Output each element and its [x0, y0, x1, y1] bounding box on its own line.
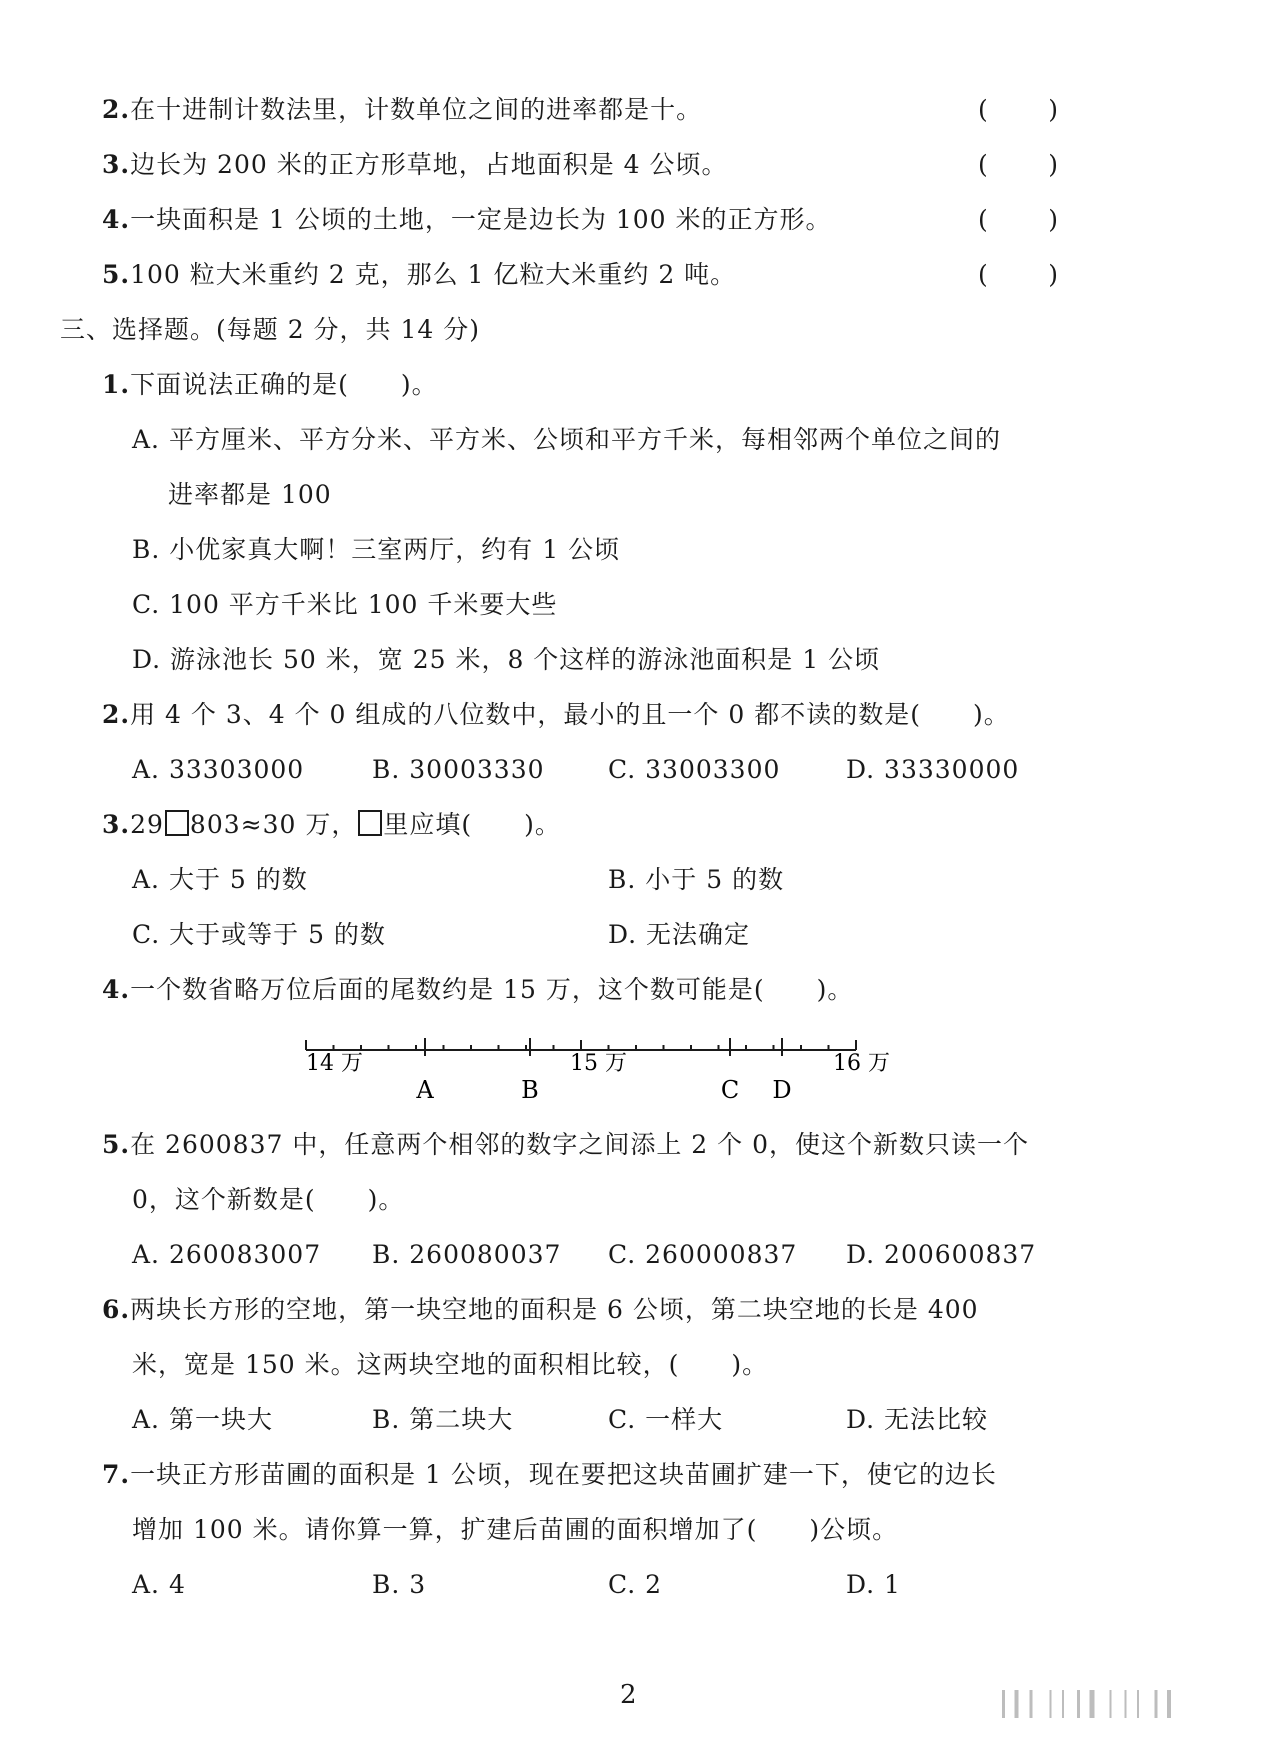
barcode-mark: [1002, 1690, 1252, 1718]
choice-question-7: 7.一块正方形苗圃的面积是 1 公顷，现在要把这块苗圃扩建一下，使它的边长: [102, 1460, 997, 1489]
option-b: B. 小优家真大啊！三室两厅，约有 1 公顷: [132, 535, 621, 564]
option-d: D. 无法比较: [846, 1405, 989, 1434]
judge-question-5: [102, 258, 736, 292]
barcode-bar: [1077, 1690, 1080, 1718]
question-number: 4.: [102, 205, 131, 234]
option-b: B. 3: [372, 1570, 427, 1599]
option-d: D. 游泳池长 50 米，宽 25 米，8 个这样的游泳池面积是 1 公顷: [132, 645, 881, 674]
question-number: 7.: [102, 1460, 131, 1489]
judge-question-2: [102, 93, 702, 127]
choice-question-6: 6.两块长方形的空地，第一块空地的面积是 6 公顷，第二块空地的长是 400: [102, 1295, 979, 1324]
option-b: B. 第二块大: [372, 1405, 514, 1434]
question-text: 边长为 200 米的正方形草地，占地面积是 4 公顷。: [130, 150, 728, 179]
barcode-bar: [1167, 1690, 1171, 1718]
option-c: C. 一样大: [608, 1405, 724, 1434]
option-d: D. 1: [846, 1570, 901, 1599]
judge-question-3: [102, 148, 728, 182]
section-title: 三、选择题。(每题 2 分，共 14 分): [60, 315, 481, 344]
option-c: C. 260000837: [608, 1240, 798, 1269]
option-a: A. 33303000: [132, 755, 305, 784]
question-5-continued: 0，这个新数是( )。: [132, 1185, 405, 1214]
blank-box: [165, 810, 189, 836]
barcode-bar: [1062, 1690, 1064, 1718]
judge-question-4: [102, 203, 832, 237]
question-7-continued: 增加 100 米。请你算一算，扩建后苗圃的面积增加了( )公顷。: [132, 1515, 899, 1544]
question-number: 3.: [102, 150, 131, 179]
barcode-bar: [1155, 1690, 1158, 1718]
option-a: A. 260083007: [132, 1240, 322, 1269]
option-b: B. 30003330: [372, 755, 545, 784]
answer-paren[interactable]: ( ): [978, 205, 1058, 234]
choice-question-2: 2.用 4 个 3、4 个 0 组成的八位数中，最小的且一个 0 都不读的数是( )。: [102, 700, 1010, 729]
barcode-bar: [1125, 1690, 1127, 1718]
barcode-bar: [1030, 1690, 1033, 1718]
barcode-bar: [1002, 1690, 1005, 1718]
number-line: [300, 1032, 900, 1102]
option-a: A. 第一块大: [132, 1405, 273, 1434]
option-c: C. 100 平方千米比 100 千米要大些: [132, 590, 558, 619]
option-c: C. 大于或等于 5 的数: [132, 920, 386, 949]
option-a-continued: 进率都是 100: [168, 480, 332, 509]
choice-question-4: 4.一个数省略万位后面的尾数约是 15 万，这个数可能是( )。: [102, 975, 854, 1004]
option-c: C. 2: [608, 1570, 663, 1599]
option-b: B. 260080037: [372, 1240, 562, 1269]
question-number: 4.: [102, 975, 131, 1004]
answer-paren[interactable]: ( ): [978, 95, 1058, 124]
option-d: D. 无法确定: [608, 920, 751, 949]
answer-paren[interactable]: ( ): [978, 260, 1058, 289]
barcode-bar: [1015, 1690, 1019, 1718]
label-16wan: 16 万: [833, 1051, 890, 1076]
question-number: 3.: [102, 810, 131, 839]
choice-question-1: 1.下面说法正确的是( )。: [102, 370, 438, 399]
option-b: B. 小于 5 的数: [608, 865, 785, 894]
option-a: A. 大于 5 的数: [132, 865, 308, 894]
page-number: 2: [620, 1680, 637, 1710]
question-text: 在十进制计数法里，计数单位之间的进率都是十。: [130, 95, 703, 124]
option-d: D. 33330000: [846, 755, 1020, 784]
option-d: D. 200600837: [846, 1240, 1037, 1269]
question-number: 2.: [102, 95, 131, 124]
point-b: B: [521, 1076, 539, 1102]
label-14wan: 14 万: [306, 1051, 363, 1076]
point-a: A: [416, 1076, 434, 1102]
option-c: C. 33003300: [608, 755, 781, 784]
answer-paren[interactable]: ( ): [978, 150, 1058, 179]
label-15wan: 15 万: [570, 1051, 627, 1076]
barcode-bar: [1110, 1690, 1112, 1718]
point-d: D: [772, 1076, 792, 1102]
option-a: A. 4: [132, 1570, 186, 1599]
barcode-bar: [1137, 1690, 1139, 1718]
choice-question-5: 5.在 2600837 中，任意两个相邻的数字之间添上 2 个 0，使这个新数只读一个: [102, 1130, 1029, 1159]
barcode-bar: [1090, 1690, 1095, 1718]
choice-question-3: 3.29 803≈30 万， 里应填( )。: [102, 810, 561, 839]
question-number: 5.: [102, 260, 131, 289]
question-text: 一块面积是 1 公顷的土地，一定是边长为 100 米的正方形。: [130, 205, 832, 234]
question-number: 1.: [102, 370, 131, 399]
barcode-bar: [1050, 1690, 1052, 1718]
blank-box: [358, 810, 382, 836]
point-c: C: [720, 1076, 740, 1102]
question-number: 2.: [102, 700, 131, 729]
question-number: 6.: [102, 1295, 131, 1324]
question-text: 100 粒大米重约 2 克，那么 1 亿粒大米重约 2 吨。: [130, 260, 737, 289]
question-number: 5.: [102, 1130, 131, 1159]
option-a: A. 平方厘米、平方分米、平方米、公顷和平方千米，每相邻两个单位之间的: [132, 425, 1001, 454]
question-6-continued: 米，宽是 150 米。这两块空地的面积相比较，( )。: [132, 1350, 769, 1379]
